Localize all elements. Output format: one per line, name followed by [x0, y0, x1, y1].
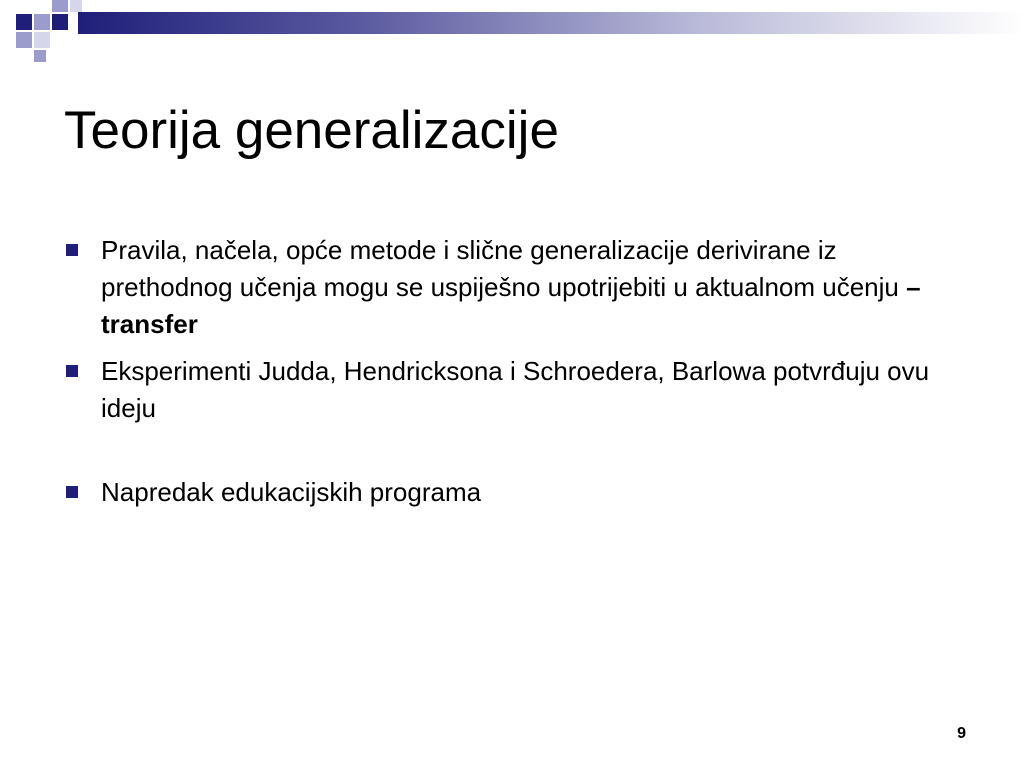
bullet-item	[64, 232, 944, 343]
decor-square	[52, 14, 68, 30]
decor-square	[16, 14, 32, 30]
decor-square	[34, 14, 50, 30]
header-gradient-band	[78, 12, 1024, 34]
decor-square	[52, 0, 68, 12]
bullet-item	[64, 474, 944, 511]
decor-square	[34, 50, 46, 62]
bullet-emphasis: – transfer	[101, 272, 921, 339]
page-number: 9	[957, 725, 966, 742]
decor-square	[16, 32, 32, 48]
bullet-text: Eksperimenti Judda, Hendricksona i Schroedera, Barlowa potvrđuju ovu ideju	[101, 356, 930, 423]
decor-square	[70, 0, 82, 12]
bullet-list	[64, 232, 944, 511]
decor-square	[34, 32, 50, 48]
square-bullet-icon	[66, 486, 78, 498]
square-bullet-icon	[66, 365, 78, 377]
square-bullet-icon	[66, 244, 78, 256]
bullet-text: Napredak edukacijskih programa	[101, 477, 482, 507]
bullet-text: Pravila, načela, opće metode i slične generalizacije derivirane iz prethodnog učenja mogu se uspiješno upotrijebiti u aktualnom učenju	[101, 235, 907, 302]
bullet-item	[64, 353, 944, 427]
slide-title: Teorija generalizacije	[64, 101, 559, 160]
